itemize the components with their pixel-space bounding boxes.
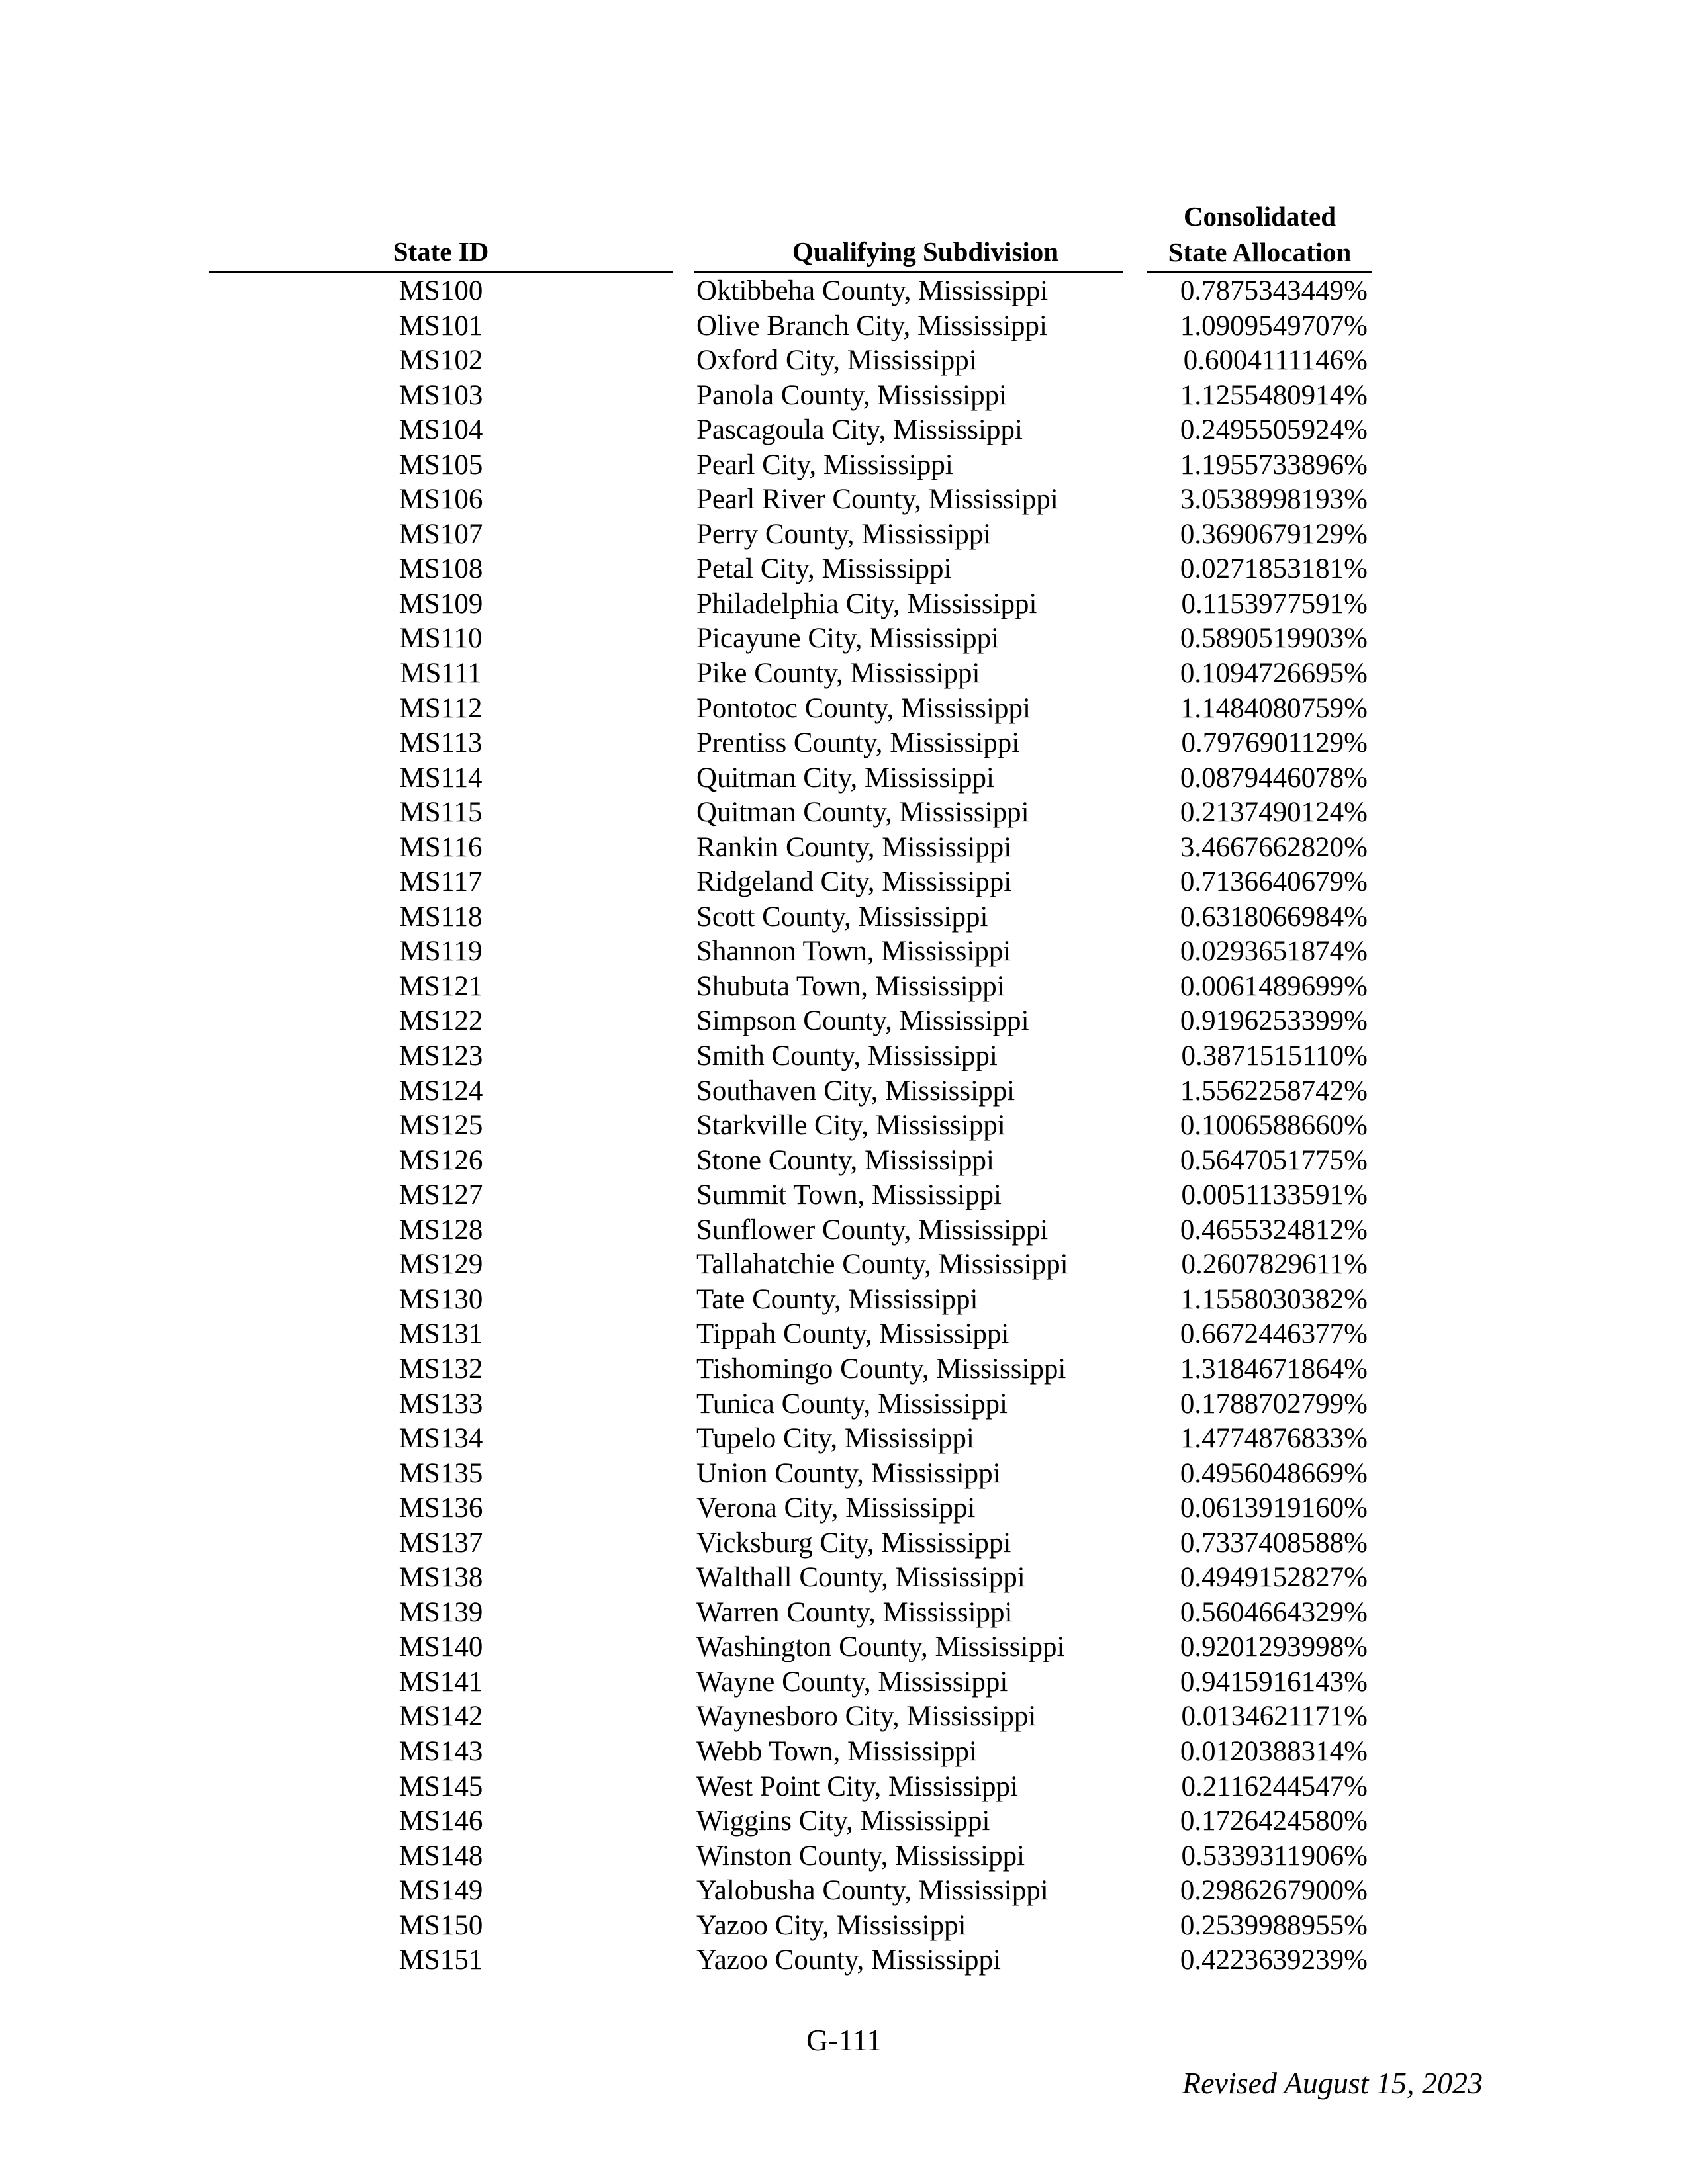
subdivision-cell: Yalobusha County, Mississippi bbox=[696, 1875, 1049, 1907]
subdivision-cell: Pontotoc County, Mississippi bbox=[696, 692, 1031, 724]
subdivision-cell: Shubuta Town, Mississippi bbox=[696, 970, 1005, 1002]
table-row bbox=[0, 1874, 1688, 1909]
state-id-cell: MS145 bbox=[399, 1770, 483, 1802]
table-row bbox=[0, 518, 1688, 553]
state-id-cell: MS102 bbox=[399, 345, 483, 377]
subdivision-cell: Scott County, Mississippi bbox=[696, 901, 988, 933]
state-id-cell: MS130 bbox=[399, 1283, 483, 1315]
header-consolidated-state-allocation bbox=[1144, 199, 1376, 270]
allocation-cell: 1.3184671864% bbox=[1180, 1353, 1368, 1385]
table-row bbox=[0, 1630, 1688, 1665]
table-row bbox=[0, 865, 1688, 900]
allocation-cell: 0.4956048669% bbox=[1180, 1457, 1368, 1489]
allocation-cell: 0.6004111146% bbox=[1183, 345, 1368, 377]
allocation-cell: 0.4655324812% bbox=[1180, 1214, 1368, 1246]
table-row bbox=[0, 1526, 1688, 1561]
subdivision-cell: Smith County, Mississippi bbox=[696, 1040, 998, 1072]
header-consolidated-line1: Consolidated bbox=[1183, 201, 1336, 232]
state-id-cell: MS109 bbox=[399, 588, 483, 619]
header-rule-allocation bbox=[1147, 271, 1372, 273]
subdivision-cell: Panola County, Mississippi bbox=[696, 379, 1008, 411]
allocation-cell: 0.7337408588% bbox=[1180, 1527, 1368, 1559]
table-row bbox=[0, 1387, 1688, 1422]
allocation-cell: 0.3690679129% bbox=[1180, 518, 1368, 550]
table-row bbox=[0, 1109, 1688, 1144]
allocation-cell: 0.2607829611% bbox=[1181, 1249, 1368, 1281]
subdivision-cell: Verona City, Mississippi bbox=[696, 1492, 976, 1524]
allocation-cell: 0.1153977591% bbox=[1181, 588, 1368, 619]
subdivision-cell: Wayne County, Mississippi bbox=[696, 1666, 1008, 1698]
table-row bbox=[0, 796, 1688, 831]
subdivision-cell: West Point City, Mississippi bbox=[696, 1770, 1018, 1802]
table-row bbox=[0, 1665, 1688, 1700]
table-row bbox=[0, 761, 1688, 796]
table-row bbox=[0, 1213, 1688, 1248]
subdivision-cell: Warren County, Mississippi bbox=[696, 1596, 1013, 1628]
header-rule-state-id bbox=[209, 271, 673, 273]
allocation-cell: 0.2116244547% bbox=[1181, 1770, 1368, 1802]
state-id-cell: MS118 bbox=[399, 901, 483, 933]
subdivision-cell: Tunica County, Mississippi bbox=[696, 1388, 1008, 1420]
state-id-cell: MS114 bbox=[399, 762, 483, 794]
allocation-cell: 1.4774876833% bbox=[1180, 1423, 1368, 1455]
allocation-cell: 0.9415916143% bbox=[1180, 1666, 1368, 1698]
table-row bbox=[0, 1735, 1688, 1770]
subdivision-cell: Yazoo County, Mississippi bbox=[696, 1944, 1001, 1976]
subdivision-cell: Sunflower County, Mississippi bbox=[696, 1214, 1049, 1246]
allocation-cell: 0.6318066984% bbox=[1180, 901, 1368, 933]
subdivision-cell: Tate County, Mississippi bbox=[696, 1283, 978, 1315]
state-id-cell: MS101 bbox=[399, 310, 483, 341]
state-id-cell: MS107 bbox=[399, 518, 483, 550]
subdivision-cell: Shannon Town, Mississippi bbox=[696, 936, 1011, 968]
allocation-cell: 0.2137490124% bbox=[1180, 797, 1368, 829]
allocation-cell: 0.1094726695% bbox=[1180, 658, 1368, 690]
table-row bbox=[0, 1248, 1688, 1283]
state-id-cell: MS129 bbox=[399, 1249, 483, 1281]
allocation-cell: 0.7875343449% bbox=[1180, 275, 1368, 306]
subdivision-cell: Waynesboro City, Mississippi bbox=[696, 1701, 1037, 1733]
allocation-cell: 0.0613919160% bbox=[1180, 1492, 1368, 1524]
state-id-cell: MS124 bbox=[399, 1075, 483, 1107]
table-row bbox=[0, 379, 1688, 414]
table-row bbox=[0, 1943, 1688, 1978]
state-id-cell: MS117 bbox=[399, 866, 483, 898]
allocation-cell: 1.1484080759% bbox=[1180, 692, 1368, 724]
state-id-cell: MS141 bbox=[399, 1666, 483, 1698]
state-id-cell: MS111 bbox=[400, 658, 482, 690]
subdivision-cell: Rankin County, Mississippi bbox=[696, 831, 1012, 863]
subdivision-cell: Yazoo City, Mississippi bbox=[696, 1909, 966, 1941]
page-number: G-111 bbox=[806, 2023, 882, 2057]
table-row bbox=[0, 413, 1688, 448]
state-id-cell: MS100 bbox=[399, 275, 483, 306]
table-row bbox=[0, 692, 1688, 727]
header-rule-qualifying-subdivision bbox=[694, 271, 1123, 273]
allocation-cell: 0.0134621171% bbox=[1181, 1701, 1368, 1733]
allocation-cell: 0.7136640679% bbox=[1180, 866, 1368, 898]
state-id-cell: MS150 bbox=[399, 1909, 483, 1941]
state-id-cell: MS133 bbox=[399, 1388, 483, 1420]
header-state-id: State ID bbox=[393, 236, 489, 267]
table-row bbox=[0, 1700, 1688, 1735]
allocation-cell: 0.2539988955% bbox=[1180, 1909, 1368, 1941]
state-id-cell: MS134 bbox=[399, 1423, 483, 1455]
state-id-cell: MS137 bbox=[399, 1527, 483, 1559]
table-row bbox=[0, 1561, 1688, 1596]
table-row bbox=[0, 1491, 1688, 1526]
state-id-cell: MS138 bbox=[399, 1562, 483, 1594]
allocation-cell: 0.6672446377% bbox=[1180, 1318, 1368, 1350]
state-id-cell: MS132 bbox=[399, 1353, 483, 1385]
allocation-cell: 0.0061489699% bbox=[1180, 970, 1368, 1002]
state-id-cell: MS140 bbox=[399, 1631, 483, 1663]
revised-date: Revised August 15, 2023 bbox=[1182, 2066, 1483, 2100]
subdivision-cell: Pascagoula City, Mississippi bbox=[696, 414, 1023, 446]
table-row bbox=[0, 343, 1688, 379]
allocation-cell: 0.5647051775% bbox=[1180, 1144, 1368, 1176]
table-row bbox=[0, 970, 1688, 1005]
state-id-cell: MS121 bbox=[399, 970, 483, 1002]
table-row bbox=[0, 1283, 1688, 1318]
allocation-cell: 0.0293651874% bbox=[1180, 936, 1368, 968]
state-id-cell: MS110 bbox=[399, 623, 483, 655]
subdivision-cell: Perry County, Mississippi bbox=[696, 518, 992, 550]
allocation-cell: 1.1255480914% bbox=[1180, 379, 1368, 411]
subdivision-cell: Stone County, Mississippi bbox=[696, 1144, 994, 1176]
subdivision-cell: Simpson County, Mississippi bbox=[696, 1005, 1029, 1037]
subdivision-cell: Pearl River County, Mississippi bbox=[696, 484, 1058, 516]
allocation-cell: 0.4223639239% bbox=[1180, 1944, 1368, 1976]
state-id-cell: MS136 bbox=[399, 1492, 483, 1524]
allocation-cell: 1.5562258742% bbox=[1180, 1075, 1368, 1107]
subdivision-cell: Ridgeland City, Mississippi bbox=[696, 866, 1012, 898]
subdivision-cell: Webb Town, Mississippi bbox=[696, 1735, 977, 1767]
state-id-cell: MS143 bbox=[399, 1735, 483, 1767]
subdivision-cell: Tallahatchie County, Mississippi bbox=[696, 1249, 1068, 1281]
allocation-cell: 0.1726424580% bbox=[1180, 1805, 1368, 1837]
table-row bbox=[0, 1004, 1688, 1039]
allocation-cell: 0.0879446078% bbox=[1180, 762, 1368, 794]
subdivision-cell: Oktibbeha County, Mississippi bbox=[696, 275, 1049, 306]
table-row bbox=[0, 1457, 1688, 1492]
allocation-cell: 0.0051133591% bbox=[1181, 1179, 1368, 1211]
allocation-cell: 0.2495505924% bbox=[1180, 414, 1368, 446]
allocation-cell: 1.1558030382% bbox=[1180, 1283, 1368, 1315]
subdivision-cell: Summit Town, Mississippi bbox=[696, 1179, 1002, 1211]
table-row bbox=[0, 621, 1688, 657]
table-row bbox=[0, 1839, 1688, 1874]
allocation-cell: 0.3871515110% bbox=[1181, 1040, 1368, 1072]
state-id-cell: MS125 bbox=[399, 1110, 483, 1142]
subdivision-cell: Prentiss County, Mississippi bbox=[696, 727, 1020, 759]
allocation-cell: 3.0538998193% bbox=[1180, 484, 1368, 516]
table-row bbox=[0, 1144, 1688, 1179]
allocation-cell: 0.0120388314% bbox=[1180, 1735, 1368, 1767]
state-id-cell: MS116 bbox=[399, 831, 483, 863]
table-row bbox=[0, 587, 1688, 622]
subdivision-cell: Picayune City, Mississippi bbox=[696, 623, 1000, 655]
table-row bbox=[0, 831, 1688, 866]
header-qualifying-subdivision: Qualifying Subdivision bbox=[792, 236, 1059, 267]
state-id-cell: MS108 bbox=[399, 553, 483, 585]
state-id-cell: MS131 bbox=[399, 1318, 483, 1350]
state-id-cell: MS106 bbox=[399, 484, 483, 516]
table-row bbox=[0, 1804, 1688, 1839]
table-row bbox=[0, 1039, 1688, 1074]
subdivision-cell: Pike County, Mississippi bbox=[696, 658, 980, 690]
subdivision-cell: Wiggins City, Mississippi bbox=[696, 1805, 990, 1837]
subdivision-cell: Tupelo City, Mississippi bbox=[696, 1423, 974, 1455]
state-id-cell: MS142 bbox=[399, 1701, 483, 1733]
table-row bbox=[0, 1352, 1688, 1387]
state-id-cell: MS104 bbox=[399, 414, 483, 446]
subdivision-cell: Olive Branch City, Mississippi bbox=[696, 310, 1047, 341]
table-row bbox=[0, 274, 1688, 309]
allocation-cell: 0.5604664329% bbox=[1180, 1596, 1368, 1628]
state-id-cell: MS148 bbox=[399, 1840, 483, 1872]
subdivision-cell: Union County, Mississippi bbox=[696, 1457, 1001, 1489]
allocation-cell: 0.1788702799% bbox=[1180, 1388, 1368, 1420]
state-id-cell: MS112 bbox=[399, 692, 483, 724]
subdivision-cell: Tishomingo County, Mississippi bbox=[696, 1353, 1066, 1385]
state-id-cell: MS105 bbox=[399, 449, 483, 480]
state-id-cell: MS139 bbox=[399, 1596, 483, 1628]
state-id-cell: MS115 bbox=[399, 797, 483, 829]
state-id-cell: MS149 bbox=[399, 1875, 483, 1907]
table-row bbox=[0, 448, 1688, 483]
state-id-cell: MS151 bbox=[399, 1944, 483, 1976]
allocation-cell: 0.4949152827% bbox=[1180, 1562, 1368, 1594]
allocation-cell: 1.1955733896% bbox=[1180, 449, 1368, 480]
allocation-cell: 0.0271853181% bbox=[1180, 553, 1368, 585]
table-row bbox=[0, 482, 1688, 518]
allocation-cell: 0.9201293998% bbox=[1180, 1631, 1368, 1663]
state-id-cell: MS135 bbox=[399, 1457, 483, 1489]
allocation-cell: 0.5890519903% bbox=[1180, 623, 1368, 655]
state-id-cell: MS103 bbox=[399, 379, 483, 411]
state-id-cell: MS122 bbox=[399, 1005, 483, 1037]
allocation-cell: 0.9196253399% bbox=[1180, 1005, 1368, 1037]
allocation-cell: 0.7976901129% bbox=[1181, 727, 1368, 759]
table-row bbox=[0, 309, 1688, 344]
subdivision-cell: Winston County, Mississippi bbox=[696, 1840, 1025, 1872]
table-row bbox=[0, 1770, 1688, 1805]
table-row bbox=[0, 657, 1688, 692]
table-row bbox=[0, 1596, 1688, 1631]
table-row bbox=[0, 1909, 1688, 1944]
table-row bbox=[0, 552, 1688, 587]
state-id-cell: MS123 bbox=[399, 1040, 483, 1072]
allocation-cell: 0.1006588660% bbox=[1180, 1110, 1368, 1142]
subdivision-cell: Quitman County, Mississippi bbox=[696, 797, 1029, 829]
table-row bbox=[0, 934, 1688, 970]
subdivision-cell: Starkville City, Mississippi bbox=[696, 1110, 1006, 1142]
subdivision-cell: Pearl City, Mississippi bbox=[696, 449, 953, 480]
allocation-cell: 3.4667662820% bbox=[1180, 831, 1368, 863]
table-body bbox=[0, 274, 1688, 1978]
state-id-cell: MS119 bbox=[399, 936, 483, 968]
subdivision-cell: Walthall County, Mississippi bbox=[696, 1562, 1025, 1594]
allocation-cell: 0.5339311906% bbox=[1181, 1840, 1368, 1872]
table-row bbox=[0, 900, 1688, 935]
state-id-cell: MS126 bbox=[399, 1144, 483, 1176]
subdivision-cell: Tippah County, Mississippi bbox=[696, 1318, 1009, 1350]
state-id-cell: MS113 bbox=[399, 727, 483, 759]
subdivision-cell: Quitman City, Mississippi bbox=[696, 762, 994, 794]
state-id-cell: MS127 bbox=[399, 1179, 483, 1211]
subdivision-cell: Washington County, Mississippi bbox=[696, 1631, 1065, 1663]
header-consolidated-line2: State Allocation bbox=[1168, 237, 1352, 267]
table-row bbox=[0, 1074, 1688, 1109]
subdivision-cell: Oxford City, Mississippi bbox=[696, 345, 977, 377]
state-id-cell: MS146 bbox=[399, 1805, 483, 1837]
subdivision-cell: Vicksburg City, Mississippi bbox=[696, 1527, 1011, 1559]
allocation-cell: 1.0909549707% bbox=[1180, 310, 1368, 341]
subdivision-cell: Petal City, Mississippi bbox=[696, 553, 952, 585]
state-id-cell: MS128 bbox=[399, 1214, 483, 1246]
subdivision-cell: Southaven City, Mississippi bbox=[696, 1075, 1015, 1107]
allocation-cell: 0.2986267900% bbox=[1180, 1875, 1368, 1907]
table-row bbox=[0, 726, 1688, 761]
table-row bbox=[0, 1178, 1688, 1213]
subdivision-cell: Philadelphia City, Mississippi bbox=[696, 588, 1037, 619]
table-row bbox=[0, 1317, 1688, 1352]
table-row bbox=[0, 1422, 1688, 1457]
